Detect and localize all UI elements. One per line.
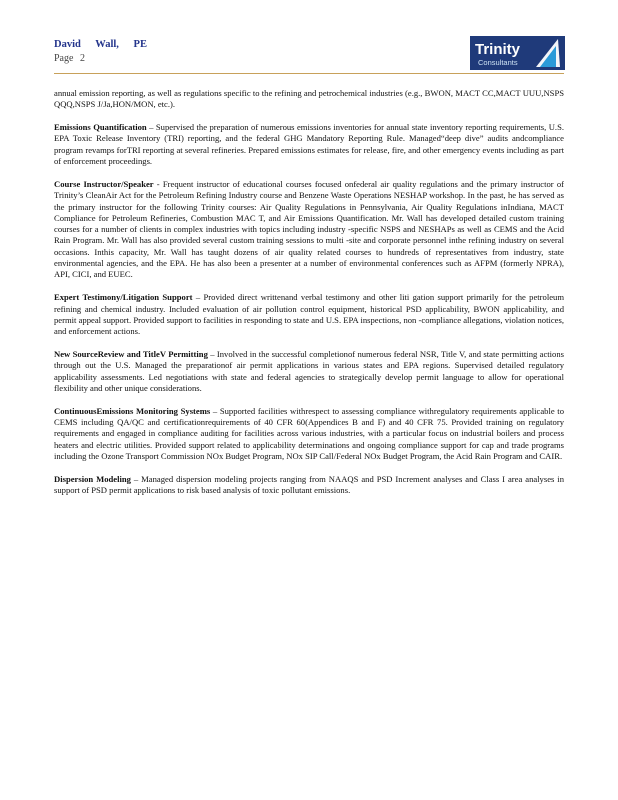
- paragraph-continuation: [54, 88, 564, 111]
- paragraph-nsr-title-v: [54, 349, 564, 394]
- paragraph-text: – Involved in the successful completionof numerous federal NSR, Title V, and state permitting actions through out the U.S. Managed the preparationof air permit applications in various states and EPA regions. Supervised detailed regulatory applicability assessments. Led negotiations with state and federal agencies to strategically develop permit language to allow for operational flexibility and other unique considerations.: [54, 349, 564, 393]
- svg-text:Trinity: Trinity: [475, 41, 521, 58]
- paragraph-course-instructor: [54, 179, 564, 281]
- paragraph-heading: Expert Testimony/Litigation Support: [54, 292, 193, 303]
- paragraph-text: – Supported facilities withrespect to assessing compliance withregulatory requirements applicable to CEMS including QA/QC and certificationrequirements of 40 CFR 60(Appendices B and F) and 40 CFR 75. Provided training on regulatory requirements and engaged in compliance auditing for facilities across various industries, with a particular focus on industrial boilers and process heaters and electric utilities. Provided support related to applicability determinations and ongoing compliance support for cap and trade programs including the Ozone Transport Commission NOx Budget Program, NOx SIP Call/Federal NOx Budget Program, the Acid Rain Program and CAIR.: [54, 405, 564, 461]
- paragraph-text: – Managed dispersion modeling projects ranging from NAAQS and PSD Increment analyses and Class I area analyses in support of PSD permit applications to risk based analysis of toxic pollutant emissions.: [54, 473, 564, 496]
- paragraph-text: – Supervised the preparation of numerous emissions inventories for annual state inventory reporting requirements, U.S. EPA Toxic Release Inventory (TRI) reporting, and the federal GHG Mandatory Reporting Rule. Managed“deep dive” audits andcompliance program revamps forTRI reporting at several refineries. Prepared emissions estimates for release, fire, and other emergency events including as part of enforcement proceedings.: [54, 122, 564, 167]
- paragraph-heading: Course Instructor/Speaker: [54, 178, 154, 189]
- paragraph-emissions-quantification: [54, 122, 564, 167]
- paragraph-text: annual emission reporting, as well as regulations specific to the refining and petrochemical industries (e.g., BWON, MACT CC,MACT UUU,NSPS QQQ,NSPS J/Ja,HON/MON, etc.).: [54, 88, 564, 110]
- trinity-consultants-logo: [470, 36, 565, 70]
- paragraph-heading: Dispersion Modeling: [54, 473, 131, 484]
- paragraph-cems: [54, 406, 564, 462]
- paragraph-heading: ContinuousEmissions Monitoring Systems: [54, 405, 211, 416]
- paragraph-text: – Provided direct writtenand verbal testimony and other liti gation support primarily for the petroleum refining and chemical industry. Included evaluation of air pollution control equipment, historical PSD applicability, BWON applicability, and permit appeal support. Provided support to facilities in responding to state and U.S. EPA inspections, non -compliance allegations, violation notices, and enforcement actions.: [54, 292, 564, 337]
- page-number: Page 2: [54, 53, 85, 64]
- paragraph-text: - Frequent instructor of educational courses focused onfederal air quality regulations and the primary instructor of Trinity’s CleanAir Act for the Petroleum Refining Industry course and Benzene Waste Operations NESHAP workshop. In the past, he has served as the primary instructor for the following Trinity courses: Air Quality Regulations in Pennsylvania, Air Quality Regulations inIndiana, MACT Compliance for Petroleum Refineries, Combustion MAC T, and Air Emissions Quantification. Mr. Wall has developed detailed custom training courses for a number of clients in complex industries with topics including industry -specific NSPS and NESHAPs as well as CEMS and the Acid Rain Program. Mr. Wall has also provided several custom training sessions to multi -site and corporate personnel inthe refining industry on several occasions. Inthis capacity, Mr. Wall has taught dozens of air quality related courses to hundreds of representatives from industry, state environmental agencies, and the EPA. He has also been a presenter at a number of environmental conferences such as AFPM (formerly NPRA), API, CICI, and EUEC.: [54, 178, 564, 280]
- svg-text:Consultants: Consultants: [478, 58, 518, 67]
- paragraph-dispersion-modeling: [54, 474, 564, 497]
- paragraph-heading: New SourceReview and TitleV Permitting: [54, 349, 208, 360]
- paragraph-expert-testimony: [54, 292, 564, 337]
- author-name: David Wall, PE: [54, 39, 147, 50]
- header-divider: [54, 73, 564, 74]
- paragraph-heading: Emissions Quantification: [54, 122, 147, 133]
- resume-body: [54, 88, 564, 508]
